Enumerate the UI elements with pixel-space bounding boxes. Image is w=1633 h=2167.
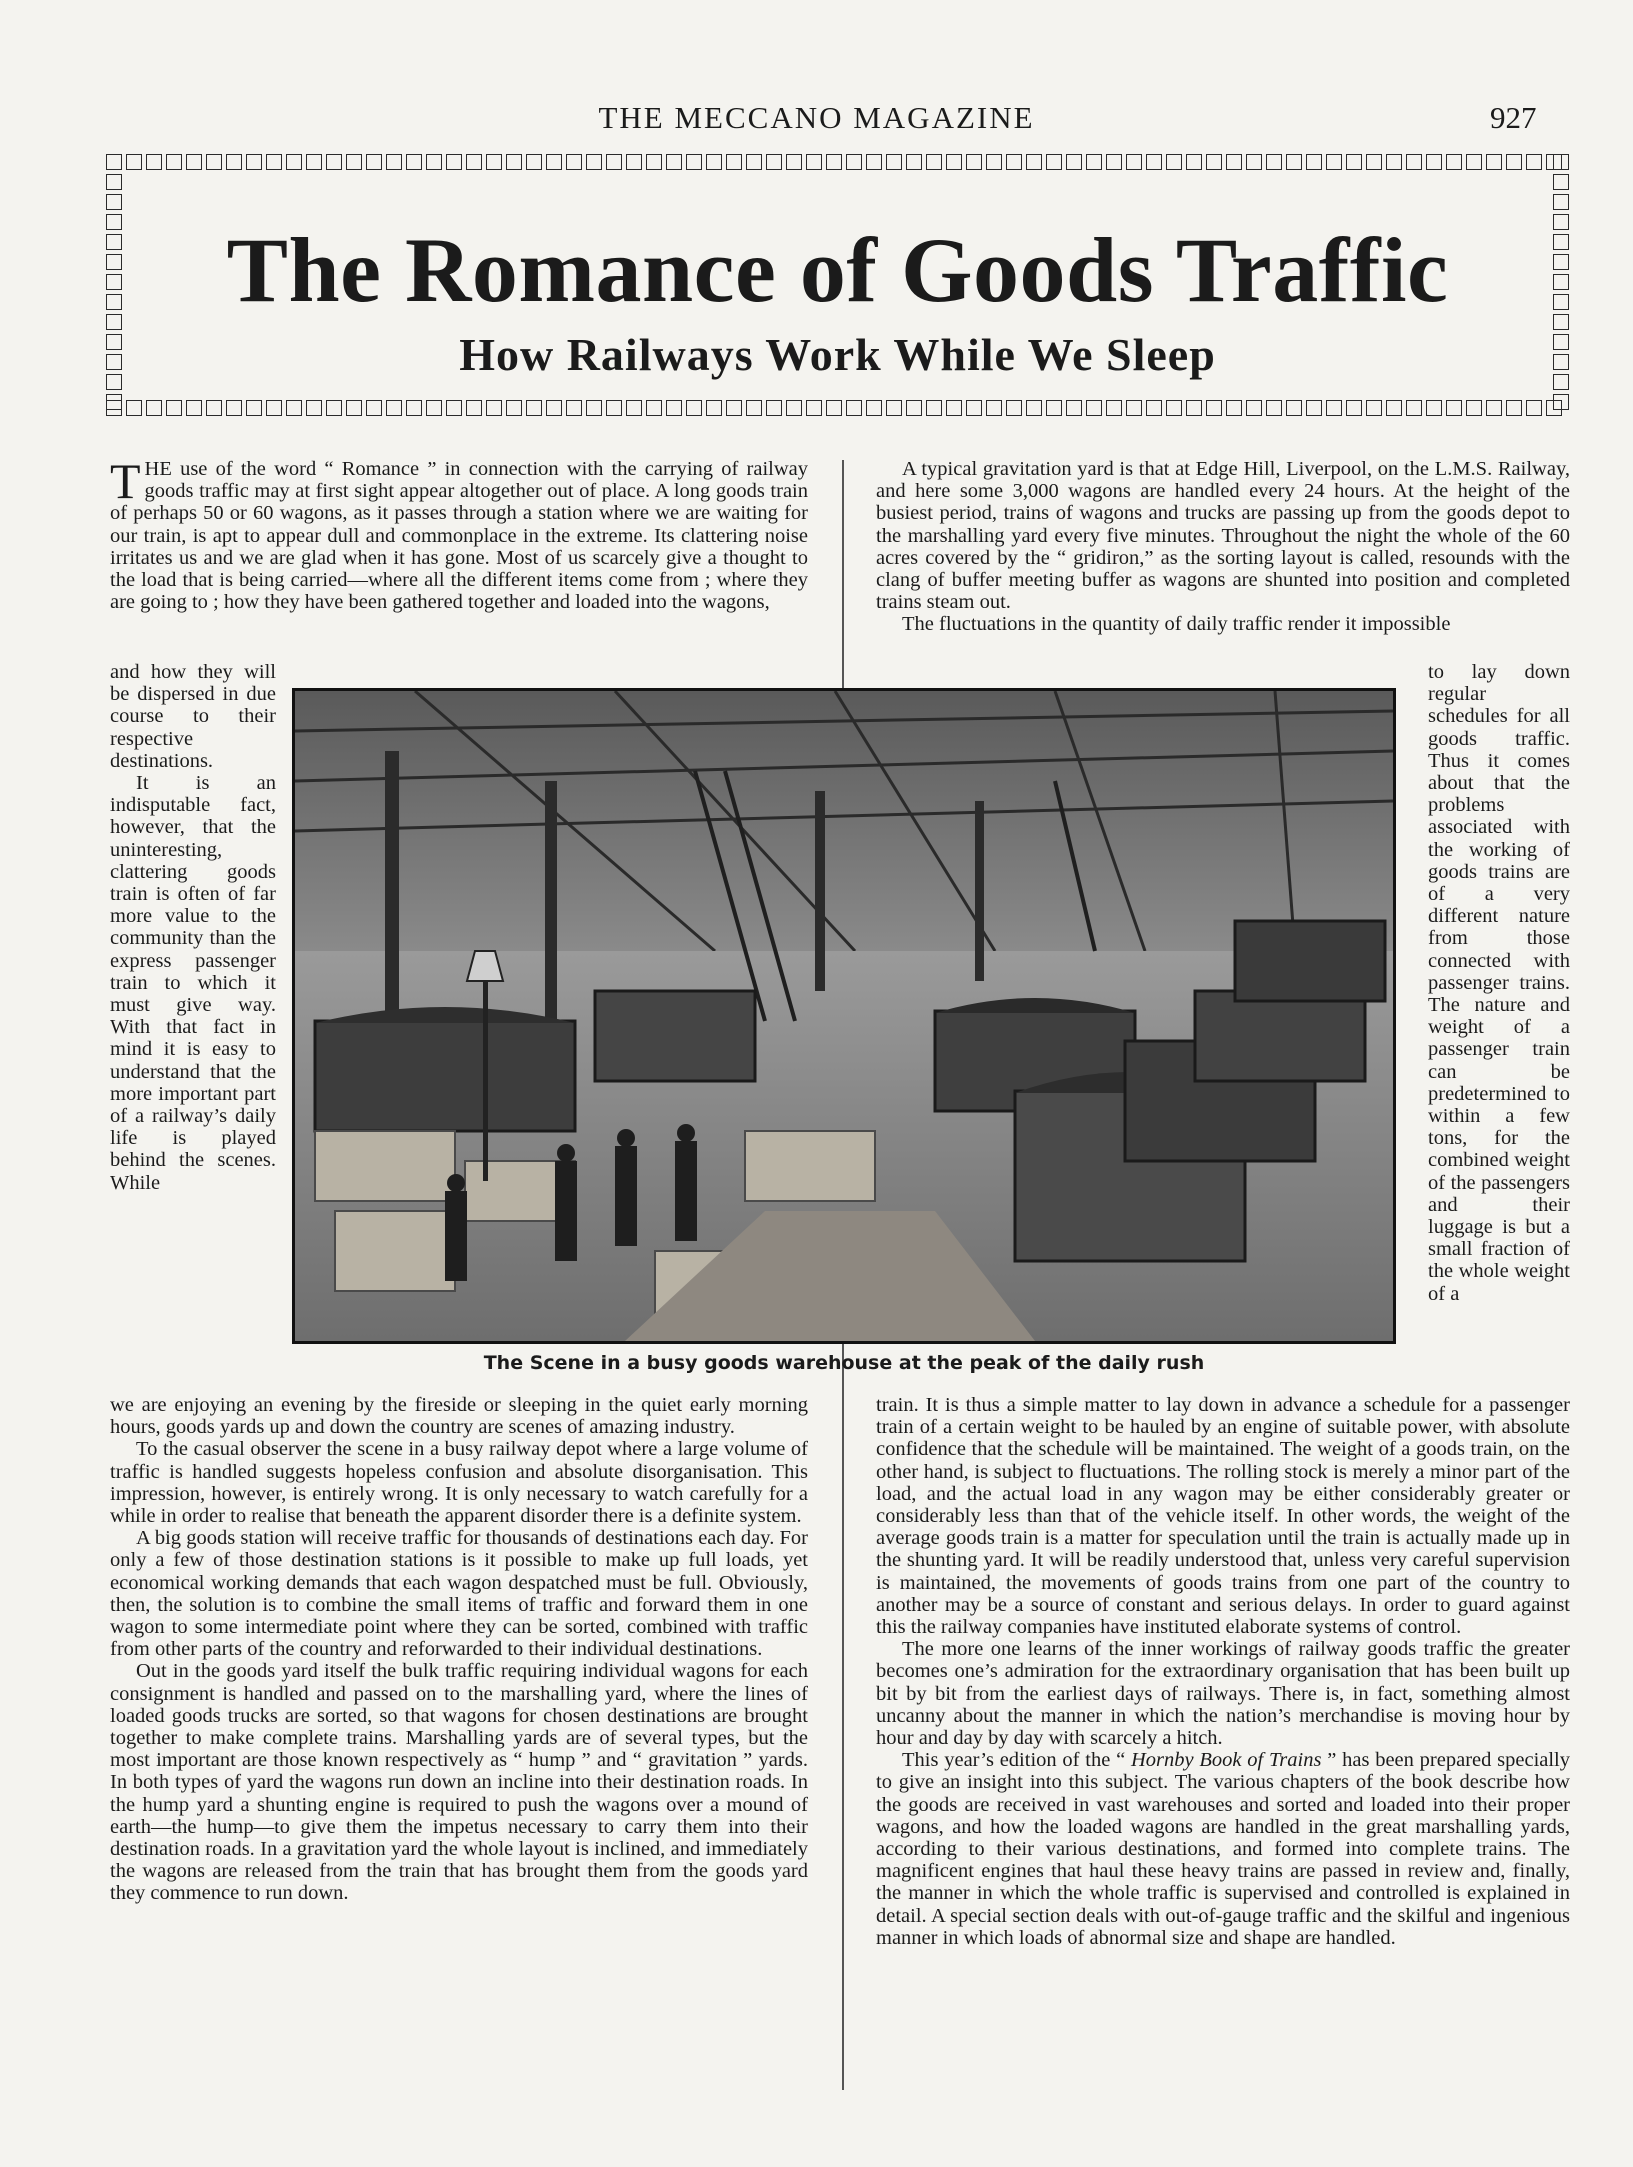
border-square [1346,154,1362,170]
border-square [446,154,462,170]
border-square [1286,154,1302,170]
border-square [266,154,282,170]
border-square [646,154,662,170]
border-square [146,400,162,416]
border-square [546,154,562,170]
border-square [606,400,622,416]
border-square [1046,400,1062,416]
paragraph: The fluctuations in the quantity of daily traffic render it impossible [902,613,1451,636]
border-square [346,400,362,416]
border-square [1553,194,1569,210]
border-square [926,400,942,416]
border-square [946,400,962,416]
right-column-top [876,458,1570,636]
border-square [146,154,162,170]
border-square [1066,154,1082,170]
border-square [1346,400,1362,416]
border-square [906,400,922,416]
border-square [666,400,682,416]
border-square [1086,154,1102,170]
border-square [1046,154,1062,170]
border-square [846,400,862,416]
paragraph: Out in the goods yard itself the bulk traffic requiring individual wagons for each consignment is handled and passed on to the marshalling yard, where the lines of loaded goods trucks are sorted, so that wagons for chosen destinations are brought together to make complete trains. Marshalling yards are of several types, but the most important are those known respectively as “ hump ” and “ gravitation ” yards. In both types of yard the wagons run down an incline into their destination roads. In the hump yard a shunting engine is required to push the wagons over a mound of earth—the hump—to give them the impetus necessary to carry them into their destination roads. In a gravitation yard the whole layout is inclined, and immediately the wagons are released from the train that has brought them from the goods yard they commence to run down. [110,1660,808,1905]
border-square [1006,400,1022,416]
paragraph: The more one learns of the inner workings of railway goods traffic the greater becomes one’s admiration for the extraordinary organisation that has been built up bit by bit from the earliest days of railways. There is, in fact, something almost uncanny about the manner in which the nation’s merchandise is moving hour by hour and day by day with scarcely a hitch. [876,1638,1570,1750]
running-head [0,100,1633,140]
border-square [1026,400,1042,416]
border-square [106,314,122,330]
border-square [126,154,142,170]
border-square [866,154,882,170]
border-square [326,154,342,170]
border-square [726,400,742,416]
border-square [386,400,402,416]
border-square [906,154,922,170]
border-square [526,154,542,170]
border-square [106,194,122,210]
border-square [106,174,122,190]
border-square [1206,154,1222,170]
book-title: Hornby Book of Trains [1130,1749,1322,1772]
square-border-bottom [104,398,1571,418]
border-square [1086,400,1102,416]
border-square [1266,154,1282,170]
paragraph-text: HE use of the word “ Romance ” in connection with the carrying of railway goods traffic may at first sight appear altogether out of place. A long goods train of perhaps 50 or 60 wagons, as it passes through a station where we are waiting for our train, is apt to appear dull and commonplace in the extreme. Its clattering noise irritates us and we are glad when it has gone. Most of us scarcely give a thought to the load that is being carried—where all the different items come from ; where they are going to ; how they have been gathered together and loaded into the wagons, [110,458,808,614]
border-square [1126,400,1142,416]
border-square [1426,154,1442,170]
border-square [1466,154,1482,170]
border-square [586,154,602,170]
paragraph: and how they will be dispersed in due course to their respective destinations. [110,661,276,772]
paragraph: A big goods station will receive traffic for thousands of destinations each day. For only a few of those destination stations is it possible to make up full loads, yet economical working demands that each wagon despatched must be full. Obviously, then, the solution is to combine the small items of traffic and forward them in one wagon to some intermediate point where they can be sorted, combined with traffic from other parts of the country and reforwarded to their individual destinations. [110,1527,808,1661]
border-square [806,400,822,416]
border-square [1526,154,1542,170]
left-column-bottom [110,1394,808,1905]
border-square [1226,154,1242,170]
border-square [466,400,482,416]
border-square [866,400,882,416]
border-square [826,154,842,170]
border-square [486,154,502,170]
border-square [606,154,622,170]
paragraph [110,453,808,614]
border-square [626,154,642,170]
border-square [326,400,342,416]
border-square [646,400,662,416]
border-square [586,400,602,416]
left-column-top [110,453,808,614]
border-square [246,400,262,416]
border-square [806,154,822,170]
border-square [746,154,762,170]
border-square [746,400,762,416]
border-square [1486,154,1502,170]
warehouse-scene-illustration [295,691,1393,1341]
border-square [1553,314,1569,330]
figure-caption: The Scene in a busy goods warehouse at the peak of the daily rush [483,1352,1205,1374]
border-square [1506,154,1522,170]
border-square [1553,154,1569,170]
border-square [1446,400,1462,416]
border-square [466,154,482,170]
paragraph: It is an indisputable fact, however, that the uninteresting, clattering goods train is often of far more value to the community than the express passenger train to which it must give way. With that fact in mind it is easy to understand that the more important part of a railway’s daily life is played behind the scenes. While [110,772,276,1194]
border-square [406,154,422,170]
border-square [1386,400,1402,416]
border-square [1166,154,1182,170]
border-square [706,400,722,416]
border-square [626,400,642,416]
border-square [186,400,202,416]
border-square [206,154,222,170]
border-square [446,400,462,416]
magazine-title: THE MECCANO MAGAZINE [598,100,1035,135]
border-square [226,400,242,416]
border-square [686,400,702,416]
border-square [306,400,322,416]
border-square [1306,400,1322,416]
border-square [886,154,902,170]
border-square [1366,154,1382,170]
right-column-bottom [876,1394,1570,1949]
border-square [846,154,862,170]
border-square [1026,154,1042,170]
border-square [1106,154,1122,170]
border-square [1126,154,1142,170]
border-square [966,400,982,416]
border-square [966,154,982,170]
border-square [1246,154,1262,170]
border-square [1506,400,1522,416]
border-square [1526,400,1542,416]
border-square [246,154,262,170]
border-square [266,400,282,416]
paragraph-text: ” has been prepared specially to give an insight into this subject. The various chapters of the book describe how the goods are received in vast warehouses and sorted and loaded into their proper wagons, and how the loaded wagons are handled in the great marshalling yards, according to their various destinations, and formed into complete trains. The magnificent engines that haul these heavy trains are passed in review and, finally, the manner in which the whole traffic is supervised and controlled is explained in detail. A special section deals with out-of-gauge traffic and the skilful and ingenious manner in which loads of abnormal size and shape are handled. [876,1749,1571,1949]
border-square [1206,400,1222,416]
square-border-top [104,152,1571,172]
border-square [1186,400,1202,416]
border-square [1006,154,1022,170]
border-square [786,400,802,416]
border-square [366,400,382,416]
border-square [1326,400,1342,416]
border-square [386,154,402,170]
article-title: The Romance of Goods Traffic [226,219,1449,321]
border-square [566,154,582,170]
border-square [486,400,502,416]
border-square [1386,154,1402,170]
border-square [426,154,442,170]
left-column-narrow [110,661,276,1194]
border-square [1553,174,1569,190]
border-square [406,400,422,416]
border-square [1146,400,1162,416]
border-square [546,400,562,416]
border-square [1446,154,1462,170]
border-square [106,154,122,170]
border-square [1406,154,1422,170]
border-square [1246,400,1262,416]
border-square [1226,400,1242,416]
border-square [1286,400,1302,416]
border-square [306,154,322,170]
border-square [286,400,302,416]
drop-cap: T [110,453,141,509]
border-square [226,154,242,170]
border-square [706,154,722,170]
border-square [1466,400,1482,416]
border-square [1326,154,1342,170]
border-square [1106,400,1122,416]
border-square [786,154,802,170]
border-square [426,400,442,416]
border-square [506,154,522,170]
border-square [826,400,842,416]
border-square [166,400,182,416]
border-square [886,400,902,416]
border-square [346,154,362,170]
paragraph [876,1749,1570,1949]
border-square [986,154,1002,170]
border-square [126,400,142,416]
paragraph: To the casual observer the scene in a busy railway depot where a large volume of traffic is handled suggests hopeless confusion and absolute disorganisation. This impression, however, is entirely wrong. It is only necessary to watch carefully for a while in order to realise that beneath the apparent disorder there is a definite system. [110,1438,808,1528]
border-square [166,154,182,170]
border-square [1266,400,1282,416]
border-square [526,400,542,416]
border-square [1406,400,1422,416]
border-square [766,400,782,416]
border-square [1426,400,1442,416]
article-subtitle: How Railways Work While We Sleep [459,329,1216,380]
border-square [926,154,942,170]
border-square [566,400,582,416]
border-square [206,400,222,416]
title-box [104,152,1571,418]
border-square [666,154,682,170]
page-number: 927 [1490,100,1537,135]
paragraph: A typical gravitation yard is that at Edge Hill, Liverpool, on the L.M.S. Railway, and here some 3,000 wagons are handled every 24 hours. At the height of the busiest period, trains of wagons and trucks are passing up from the goods depot to the marshalling yard every five minutes. Throughout the night the whole of the 60 acres covered by the “ gridiron,” as the sorting layout is called, resounds with the clang of buffer meeting buffer as wagons are shunted into position and completed trains steam out. [876,458,1570,614]
border-square [1553,394,1569,410]
border-square [1486,400,1502,416]
border-square [286,154,302,170]
right-column-narrow [1428,661,1570,1305]
border-square [726,154,742,170]
border-square [946,154,962,170]
border-square [1146,154,1162,170]
paragraph: train. It is thus a simple matter to lay down in advance a schedule for a passenger train of a certain weight to be hauled by an engine of suitable power, with absolute confidence that the schedule will be maintained. The weight of a goods train, on the other hand, is subject to fluctuations. The rolling stock is merely a minor part of the load, and the actual load in any wagon may be either considerably greater or considerably less than that of the vehicle itself. In other words, the weight of the average goods train is a matter for speculation until the train is actually made up in the shunting yard. It will be readily understood that, unless very careful supervision is maintained, the movements of goods trains from one part of the country to another may be a source of constant and serious delays. In order to guard against this the railway companies have instituted elaborate systems of control. [876,1394,1570,1639]
warehouse-photograph [292,688,1396,1344]
border-square [766,154,782,170]
paragraph: to lay down regular schedules for all goods traffic. Thus it comes about that the problems associated with the working of goods trains are of a very different nature from those connected with passenger trains. The nature and weight of a passenger train can be predetermined to within a few tons, for the combined weight of the passengers and their luggage is but a small fraction of the whole weight of a [1428,661,1570,1305]
border-square [1166,400,1182,416]
border-square [686,154,702,170]
border-square [1186,154,1202,170]
border-square [1066,400,1082,416]
border-square [986,400,1002,416]
border-square [106,394,122,410]
border-square [186,154,202,170]
border-square [1306,154,1322,170]
paragraph: we are enjoying an evening by the fireside or sleeping in the quiet early morning hours, goods yards up and down the country are scenes of amazing industry. [110,1394,808,1439]
border-square [1366,400,1382,416]
border-square [506,400,522,416]
border-square [366,154,382,170]
paragraph-text: This year’s edition of the “ [902,1749,1131,1772]
